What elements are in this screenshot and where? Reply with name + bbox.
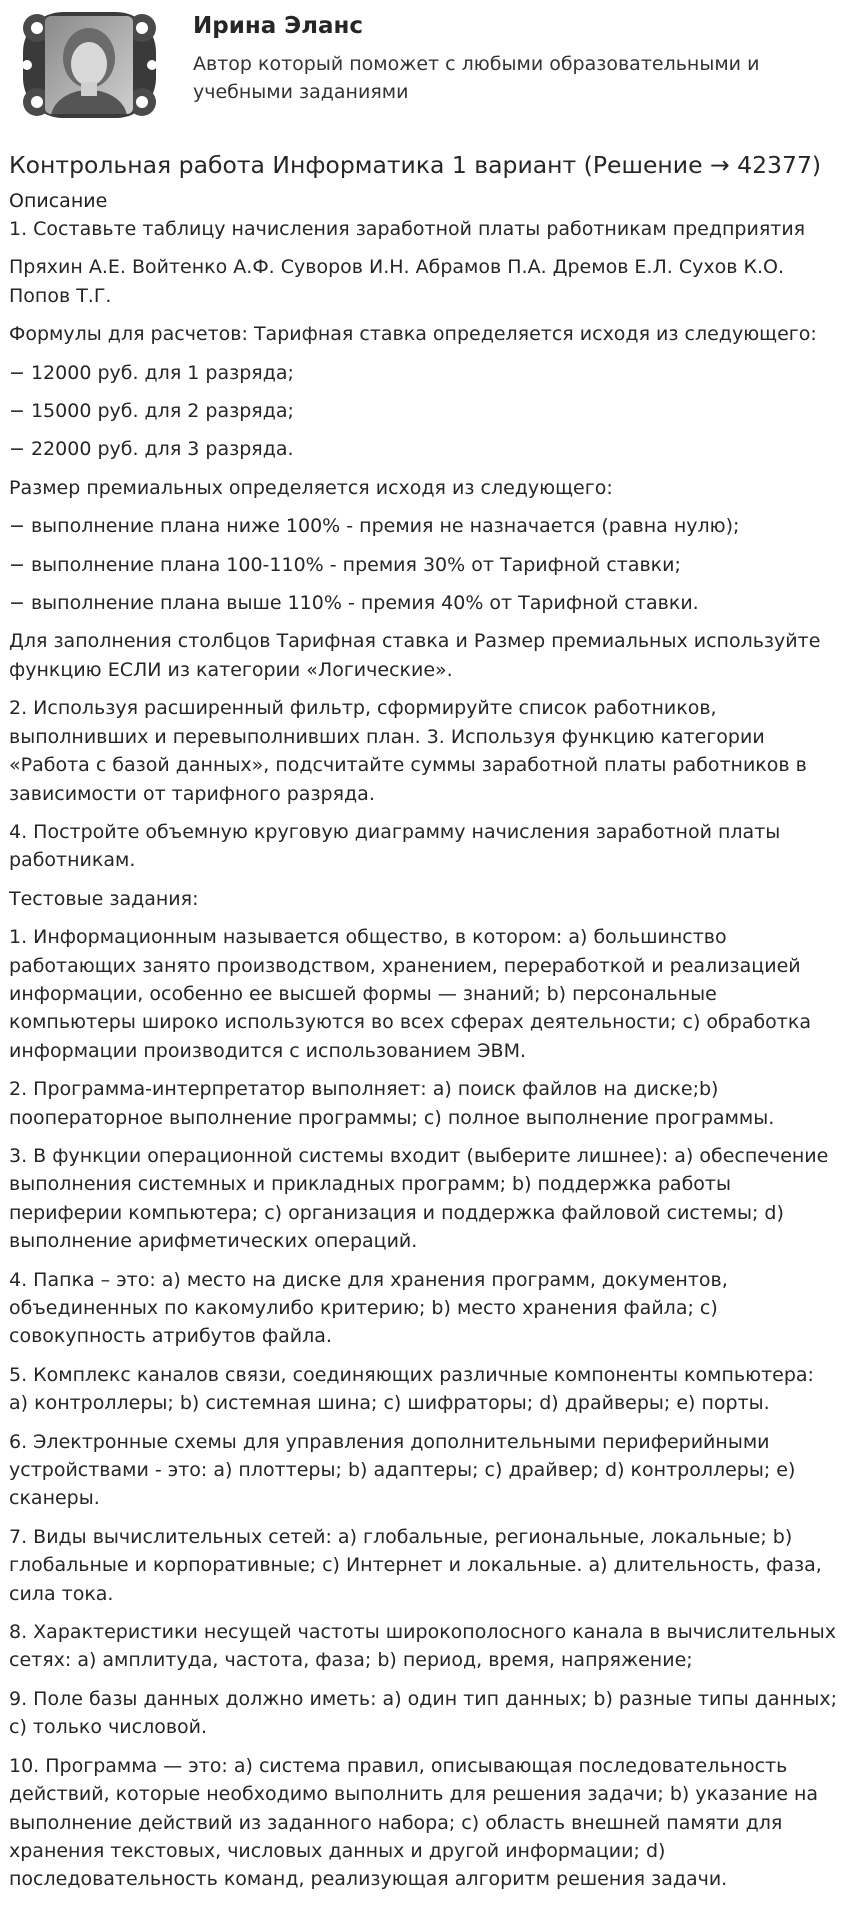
description-label: Описание — [9, 190, 108, 212]
author-header — [9, 0, 839, 132]
paragraph: 2. Программа-интерпретатор выполняет: a) поиск файлов на диске;b) пооператорное выполнение программы; c) полное выполнение программы. — [9, 1078, 775, 1129]
author-description: Автор который поможет с любыми образовательными и учебными заданиями — [193, 53, 760, 103]
document-body — [9, 215, 839, 1894]
paragraph: 4. Папка – это: a) место на диске для хранения программ, документов, объединенных по какомулибо критерию; b) место хранения файла; c) совокупность атрибутов файла. — [9, 1268, 728, 1348]
paragraph: − 22000 руб. для 3 разряда. — [9, 438, 294, 461]
paragraph: 10. Программа — это: a) система правил, описывающая последовательность действий, которые необходимо выполнить для решения задачи; b) указание на выполнение действий из заданного набора; c) область внешней памяти для хранения текстовых, числовых данных и другой информации; d) последовательность команд, реализующая алгоритм решения задачи. — [9, 1754, 819, 1891]
paragraph: − 12000 руб. для 1 разряда; — [9, 361, 294, 384]
paragraph: 9. Поле базы данных должно иметь: a) один тип данных; b) разные типы данных; c) только числовой. — [9, 1687, 838, 1739]
paragraph: Пряхин А.Е. Войтенко А.Ф. Суворов И.Н. Абрамов П.А. Дремов Е.Л. Сухов К.О. Попов Т.Г. — [9, 256, 784, 307]
paragraph: 7. Виды вычислительных сетей: a) глобальные, региональные, локальные; b) глобальные и корпоративные; c) Интернет и локальные. a) длительность, фаза, сила тока. — [9, 1525, 822, 1605]
document-title: Контрольная работа Информатика 1 вариант (Решение → 42377) — [9, 151, 822, 179]
paragraph: Формулы для расчетов: Тарифная ставка определяется исходя из следующего: — [9, 323, 817, 346]
paragraph: 5. Комплекс каналов связи, соединяющих различные компоненты компьютера: a) контроллеры; b) системная шина; c) шифраторы; d) драйверы; e) порты. — [9, 1363, 814, 1415]
paragraph: 6. Электронные схемы для управления дополнительными периферийными устройствами - это: a) плоттеры; b) адаптеры; c) драйвер; d) контроллеры; e) сканеры. — [9, 1430, 796, 1510]
author-name[interactable]: Ирина Эланс — [193, 13, 364, 39]
paragraph: Размер премиальных определяется исходя из следующего: — [9, 476, 613, 499]
paragraph: − 15000 руб. для 2 разряда; — [9, 400, 294, 423]
author-avatar-icon — [17, 6, 162, 124]
paragraph: 1. Составьте таблицу начисления заработной платы работникам предприятия — [9, 218, 806, 240]
paragraph: − выполнение плана ниже 100% - премия не назначается (равна нулю); — [9, 515, 740, 538]
paragraph: − выполнение плана выше 110% - премия 40% от Тарифной ставки. — [9, 592, 699, 615]
paragraph: 8. Характеристики несущей частоты широкополосного канала в вычислительных сетях: a) амплитуда, частота, фаза; b) период, время, напряжение; — [9, 1621, 836, 1672]
paragraph: 1. Информационным называется общество, в котором: a) большинство работающих занято производством, хранением, переработкой и реализацией информации, особенно ее высшей формы — знаний; b) персональные компьютеры широко используются во всех сферах деятельности; c) обработка информации производится с использованием ЭВМ. — [9, 926, 811, 1062]
paragraph: 3. В функции операционной системы входит (выберите лишнее): a) обеспечение выполнения системных и прикладных программ; b) поддержка работы периферии компьютера; c) организация и поддержка файловой системы; d) выполнение арифметических операций. — [9, 1144, 829, 1253]
paragraph: 2. Используя расширенный фильтр, сформируйте список работников, выполнивших и перевыполнивших план. 3. Используя функцию категории «Работа с базой данных», подсчитайте суммы заработной платы работников в зависимости от тарифного разряда. — [9, 697, 807, 805]
paragraph: 4. Постройте объемную круговую диаграмму начисления заработной платы работникам. — [9, 820, 781, 872]
paragraph: Тестовые задания: — [9, 887, 199, 910]
paragraph: Для заполнения столбцов Тарифная ставка и Размер премиальных используйте функцию ЕСЛИ из категории «Логические». — [9, 630, 821, 681]
paragraph: − выполнение плана 100-110% - премия 30% от Тарифной ставки; — [9, 553, 681, 576]
